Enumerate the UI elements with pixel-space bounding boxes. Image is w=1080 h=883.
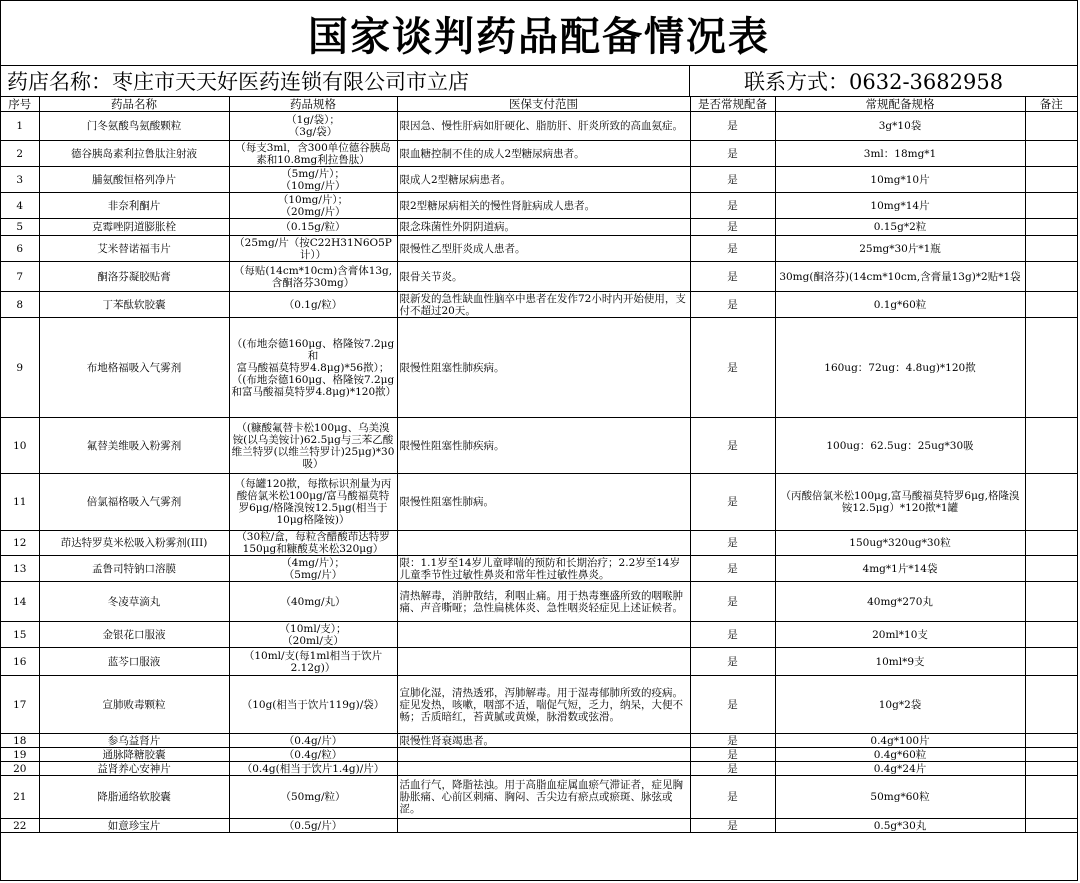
cell-note [1025, 167, 1077, 193]
cell-scope: 活血行气，降脂祛浊。用于高脂血症属血瘀气滞证者，症见胸胁胀痛、心前区刺痛、胸闷、舌尖边有瘀点或瘀斑、脉弦或涩。 [397, 776, 690, 819]
cell-regular: 是 [690, 556, 775, 582]
store-name: 药店名称：枣庄市天天好医药连锁有限公司市立店 [1, 66, 690, 96]
cell-name: 降脂通络软胶囊 [39, 776, 229, 819]
cell-note [1025, 219, 1077, 236]
cell-regular-spec: 0.4g*100片 [775, 734, 1025, 748]
cell-spec: （(布地奈德160μg、格隆铵7.2μg和 富马酸福莫特罗4.8μg)*56揿）； （(布地奈德160μg、格隆铵7.2μg和富马酸福莫特罗4.8μg)*120揿） [229, 318, 397, 418]
cell-name: 非奈利酮片 [39, 193, 229, 219]
sheet-title: 国家谈判药品配备情况表 [1, 1, 1077, 66]
cell-scope: 限慢性阻塞性肺疾病。 [397, 318, 690, 418]
cell-name: 氟替美维吸入粉雾剂 [39, 418, 229, 474]
cell-scope [397, 762, 690, 776]
cell-spec: （5mg/片）； （10mg/片） [229, 167, 397, 193]
header-scope: 医保支付范围 [397, 97, 690, 112]
cell-spec: （30粒/盒，每粒含醋酸茚达特罗150μg和糠酸莫米松320μg） [229, 531, 397, 556]
cell-regular: 是 [690, 318, 775, 418]
cell-regular: 是 [690, 676, 775, 734]
cell-name: 艾米替诺福韦片 [39, 236, 229, 262]
cell-scope [397, 748, 690, 762]
cell-regular-spec: 0.1g*60粒 [775, 292, 1025, 318]
cell-no: 2 [1, 141, 39, 167]
table-row [1, 676, 1077, 734]
header-no: 序号 [1, 97, 39, 112]
cell-name: 门冬氨酸鸟氨酸颗粒 [39, 112, 229, 141]
cell-no: 13 [1, 556, 39, 582]
table-row [1, 292, 1077, 318]
cell-no: 1 [1, 112, 39, 141]
table-row [1, 474, 1077, 531]
cell-regular: 是 [690, 262, 775, 292]
table-row [1, 776, 1077, 819]
cell-no: 16 [1, 648, 39, 676]
cell-note [1025, 292, 1077, 318]
cell-scope: 限慢性阻塞性肺病。 [397, 474, 690, 531]
cell-regular: 是 [690, 236, 775, 262]
table-row [1, 648, 1077, 676]
cell-regular-spec: 0.15g*2粒 [775, 219, 1025, 236]
cell-scope: 限慢性阻塞性肺疾病。 [397, 418, 690, 474]
cell-note [1025, 193, 1077, 219]
table-header-row [1, 97, 1077, 112]
cell-scope: 限骨关节炎。 [397, 262, 690, 292]
cell-no: 15 [1, 622, 39, 648]
cell-spec: （0.4g/粒） [229, 748, 397, 762]
cell-note [1025, 474, 1077, 531]
cell-name: 通脉降糖胶囊 [39, 748, 229, 762]
cell-regular: 是 [690, 141, 775, 167]
table-row [1, 762, 1077, 776]
cell-no: 17 [1, 676, 39, 734]
cell-regular-spec: 20ml*10支 [775, 622, 1025, 648]
cell-name: 如意珍宝片 [39, 819, 229, 833]
cell-name: 丁苯酞软胶囊 [39, 292, 229, 318]
header-spec: 药品规格 [229, 97, 397, 112]
cell-regular-spec: 0.5g*30丸 [775, 819, 1025, 833]
cell-note [1025, 556, 1077, 582]
cell-no: 8 [1, 292, 39, 318]
table-row [1, 622, 1077, 648]
cell-no: 18 [1, 734, 39, 748]
cell-spec: （每支3ml，含300单位德谷胰岛素和10.8mg利拉鲁肽） [229, 141, 397, 167]
cell-no: 5 [1, 219, 39, 236]
cell-regular: 是 [690, 167, 775, 193]
cell-regular: 是 [690, 531, 775, 556]
cell-spec: （40mg/丸） [229, 582, 397, 622]
cell-regular-spec: 100ug：62.5ug：25ug*30吸 [775, 418, 1025, 474]
table-row [1, 734, 1077, 748]
cell-regular: 是 [690, 219, 775, 236]
cell-no: 20 [1, 762, 39, 776]
cell-regular-spec: 10mg*14片 [775, 193, 1025, 219]
cell-regular-spec: 10mg*10片 [775, 167, 1025, 193]
cell-note [1025, 141, 1077, 167]
cell-regular-spec: 3g*10袋 [775, 112, 1025, 141]
cell-name: 孟鲁司特钠口溶膜 [39, 556, 229, 582]
cell-no: 19 [1, 748, 39, 762]
cell-no: 3 [1, 167, 39, 193]
cell-note [1025, 236, 1077, 262]
cell-note [1025, 531, 1077, 556]
cell-regular-spec: 0.4g*24片 [775, 762, 1025, 776]
table-row [1, 318, 1077, 418]
cell-spec: （0.15g/粒） [229, 219, 397, 236]
cell-regular-spec: 30mg(酮洛芬)(14cm*10cm,含膏量13g)*2贴*1袋 [775, 262, 1025, 292]
cell-note [1025, 112, 1077, 141]
header-regular: 是否常规配备 [690, 97, 775, 112]
cell-scope: 限2型糖尿病相关的慢性肾脏病成人患者。 [397, 193, 690, 219]
cell-no: 7 [1, 262, 39, 292]
cell-note [1025, 318, 1077, 418]
header-name: 药品名称 [39, 97, 229, 112]
cell-regular: 是 [690, 474, 775, 531]
cell-scope [397, 648, 690, 676]
cell-scope: 限：1.1岁至14岁儿童哮喘的预防和长期治疗；2.2岁至14岁儿童季节性过敏性鼻炎和常年性过敏性鼻炎。 [397, 556, 690, 582]
cell-note [1025, 622, 1077, 648]
cell-regular: 是 [690, 112, 775, 141]
table-row [1, 141, 1077, 167]
cell-regular: 是 [690, 819, 775, 833]
cell-spec: （10g(相当于饮片119g)/袋） [229, 676, 397, 734]
cell-regular-spec: 10ml*9支 [775, 648, 1025, 676]
cell-note [1025, 676, 1077, 734]
cell-regular: 是 [690, 292, 775, 318]
cell-regular-spec: 150ug*320ug*30粒 [775, 531, 1025, 556]
cell-no: 10 [1, 418, 39, 474]
info-bar [1, 66, 1077, 97]
cell-spec: （50mg/粒） [229, 776, 397, 819]
cell-spec: （10mg/片）； （20mg/片） [229, 193, 397, 219]
cell-note [1025, 819, 1077, 833]
cell-no: 14 [1, 582, 39, 622]
cell-regular: 是 [690, 776, 775, 819]
cell-note [1025, 648, 1077, 676]
cell-spec: （4mg/片）； （5mg/片） [229, 556, 397, 582]
cell-regular-spec: 25mg*30片*1瓶 [775, 236, 1025, 262]
cell-scope [397, 531, 690, 556]
cell-no: 21 [1, 776, 39, 819]
cell-regular-spec: 3ml：18mg*1 [775, 141, 1025, 167]
cell-regular-spec: 50mg*60粒 [775, 776, 1025, 819]
cell-no: 9 [1, 318, 39, 418]
cell-scope: 限成人2型糖尿病患者。 [397, 167, 690, 193]
cell-name: 蓝芩口服液 [39, 648, 229, 676]
cell-scope: 清热解毒，消肿散结，利咽止痛。用于热毒壅盛所致的咽喉肿痛、声音嘶哑；急性扁桃体炎、急性咽炎轻症见上述证候者。 [397, 582, 690, 622]
cell-regular: 是 [690, 762, 775, 776]
cell-name: 益肾养心安神片 [39, 762, 229, 776]
cell-spec: （0.4g(相当于饮片1.4g)/片） [229, 762, 397, 776]
cell-regular-spec: 40mg*270丸 [775, 582, 1025, 622]
cell-scope: 宣肺化湿，清热透邪，泻肺解毒。用于湿毒郁肺所致的疫病。症见发热，咳嗽，咽部不适，喘促气短，乏力，纳呆，大便不畅；舌质暗红，苔黄腻或黄燥，脉滑数或弦滑。 [397, 676, 690, 734]
cell-note [1025, 262, 1077, 292]
cell-no: 12 [1, 531, 39, 556]
table-row [1, 262, 1077, 292]
cell-name: 倍氯福格吸入气雾剂 [39, 474, 229, 531]
cell-name: 酮洛芬凝胶贴膏 [39, 262, 229, 292]
cell-regular: 是 [690, 418, 775, 474]
table-row [1, 819, 1077, 833]
cell-scope: 限慢性乙型肝炎成人患者。 [397, 236, 690, 262]
contact-info: 联系方式：0632-3682958 [744, 70, 1004, 94]
cell-name: 克霉唑阴道膨胀栓 [39, 219, 229, 236]
table-row [1, 112, 1077, 141]
table-row [1, 418, 1077, 474]
cell-spec: （10ml/支(每1ml相当于饮片2.12g)） [229, 648, 397, 676]
cell-regular-spec: （丙酸倍氯米松100μg,富马酸福莫特罗6μg,格隆溴铵12.5μg）*120揿*1罐 [775, 474, 1025, 531]
cell-note [1025, 734, 1077, 748]
cell-no: 6 [1, 236, 39, 262]
cell-name: 德谷胰岛素利拉鲁肽注射液 [39, 141, 229, 167]
cell-regular: 是 [690, 648, 775, 676]
cell-regular-spec: 0.4g*60粒 [775, 748, 1025, 762]
cell-spec: （25mg/片（按C22H31N6O5P计）） [229, 236, 397, 262]
table-row [1, 531, 1077, 556]
cell-spec: （0.1g/粒） [229, 292, 397, 318]
cell-name: 参乌益肾片 [39, 734, 229, 748]
cell-regular: 是 [690, 748, 775, 762]
table-body [1, 112, 1077, 833]
cell-note [1025, 418, 1077, 474]
cell-scope: 限新发的急性缺血性脑卒中患者在发作72小时内开始使用，支付不超过20天。 [397, 292, 690, 318]
table-row [1, 236, 1077, 262]
cell-no: 11 [1, 474, 39, 531]
drug-table [1, 97, 1077, 833]
cell-scope [397, 819, 690, 833]
cell-spec: （(糠酸氟替卡松100μg、乌美溴铵(以乌美铵计)62.5μg与三苯乙酸维兰特罗(以维兰特罗计)25μg)*30吸） [229, 418, 397, 474]
cell-regular: 是 [690, 582, 775, 622]
cell-regular: 是 [690, 734, 775, 748]
table-row [1, 193, 1077, 219]
cell-spec: （0.5g/片） [229, 819, 397, 833]
cell-spec: （每贴(14cm*10cm)含膏体13g,含酮洛芬30mg） [229, 262, 397, 292]
cell-no: 4 [1, 193, 39, 219]
cell-scope: 限慢性肾衰竭患者。 [397, 734, 690, 748]
cell-scope: 限血糖控制不佳的成人2型糖尿病患者。 [397, 141, 690, 167]
table-row [1, 748, 1077, 762]
cell-name: 布地格福吸入气雾剂 [39, 318, 229, 418]
cell-spec: （每罐120揿，每揿标识剂量为丙酸倍氯米松100μg/富马酸福莫特罗6μg/格隆溴铵12.5μg(相当于10μg格隆铵)） [229, 474, 397, 531]
cell-spec: （1g/袋）； （3g/袋） [229, 112, 397, 141]
cell-spec: （10ml/支）； （20ml/支） [229, 622, 397, 648]
cell-name: 宣肺败毒颗粒 [39, 676, 229, 734]
cell-regular: 是 [690, 193, 775, 219]
cell-note [1025, 776, 1077, 819]
cell-regular-spec: 10g*2袋 [775, 676, 1025, 734]
table-row [1, 582, 1077, 622]
header-regular-spec: 常规配备规格 [775, 97, 1025, 112]
cell-name: 茚达特罗莫米松吸入粉雾剂(III) [39, 531, 229, 556]
cell-note [1025, 582, 1077, 622]
cell-note [1025, 762, 1077, 776]
cell-note [1025, 748, 1077, 762]
cell-regular-spec: 160ug：72ug：4.8ug)*120揿 [775, 318, 1025, 418]
table-row [1, 556, 1077, 582]
cell-scope: 限因急、慢性肝病如肝硬化、脂肪肝、肝炎所致的高血氨症。 [397, 112, 690, 141]
cell-regular-spec: 4mg*1片*14袋 [775, 556, 1025, 582]
cell-spec: （0.4g/片） [229, 734, 397, 748]
cell-no: 22 [1, 819, 39, 833]
table-row [1, 167, 1077, 193]
cell-scope: 限念珠菌性外阴阴道病。 [397, 219, 690, 236]
cell-name: 冬凌草滴丸 [39, 582, 229, 622]
cell-scope [397, 622, 690, 648]
cell-regular: 是 [690, 622, 775, 648]
cell-name: 金银花口服液 [39, 622, 229, 648]
table-row [1, 219, 1077, 236]
cell-name: 脯氨酸恒格列净片 [39, 167, 229, 193]
header-note: 备注 [1025, 97, 1077, 112]
